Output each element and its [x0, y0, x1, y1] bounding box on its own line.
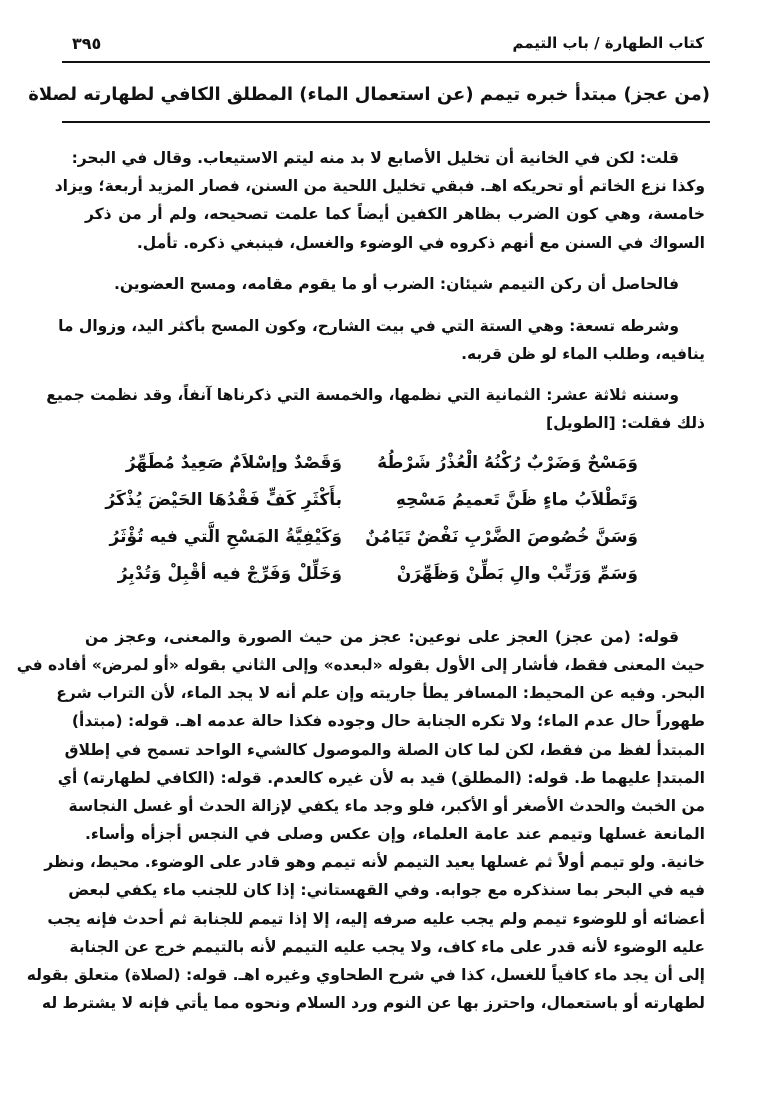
paragraph-line: خامسة، وهي كون الضرب بظاهر الكفين أيضاً كما علمت تصحيحه، ولم أر من ذكر — [85, 205, 705, 223]
commentary-line: البحر. وفيه عن المحيط: المسافر يطأ جاريته وإن علم أنه لا يجد الماء، لأن التراب شرع — [56, 684, 705, 703]
matn-text: (من عجز) مبتدأ خبره تيمم (عن استعمال الماء) المطلق الكافي لطهارته لصلاة — [28, 84, 710, 105]
commentary-line: قوله: (من عجز) العجز على نوعين: عجز من حيث الصورة والمعنى، وعجز من — [85, 628, 679, 646]
poem-hemistich-right: وَمَسْحٌ وَضَرْبٌ رُكْنُهُ الْعُذْرُ شَرْطُهُ — [377, 453, 638, 473]
running-header: كتاب الطهارة / باب التيمم — [512, 34, 704, 52]
poem-hemistich-left: وَكَيْفِيَّةُ المَسْحِ الَّتي فيه تُؤْثَرُ — [109, 527, 342, 547]
page-number: ٣٩٥ — [72, 34, 102, 53]
commentary-line: حيث المعنى فقط، فأشار إلى الأول بقوله «لبعده» وإلى الثاني بقوله «أو لمرض» أفاده في — [16, 656, 705, 675]
commentary-line: لطهارته أو باستعمال، واحترز بها عن النوم ورد السلام ونحوه مما يأتي فإنه لا يشترط له — [41, 993, 705, 1012]
commentary-line: من الخبث والحدث الأصغر أو الأكبر، فلو وجد ماء يكفي لإزالة الحدث أو غسل النجاسة — [68, 796, 705, 815]
commentary-line: إلى أن يجد ماء كافياً للغسل، كذا في شرح الطحاوي وغيره اهـ. قوله: (لصلاة) متعلق بقوله — [26, 965, 705, 984]
paragraph-line: ذلك فقلت: [الطويل] — [545, 414, 705, 432]
poem-hemistich-right: وَسَنَّ خُصُوصَ الضَّرْبِ نَفْضٌ تَيَامُنٌ — [365, 527, 638, 547]
poem-hemistich-right: وَتَطْلاَبُ ماءٍ ظَنَّ تَعميمُ مَسْحِهِ — [395, 490, 638, 510]
commentary-line: فيه في البحر بما سنذكره مع جوابه. وفي القهستاني: إذا كان للجنب ماء يكفي لبعض — [68, 881, 705, 900]
header-rule — [62, 61, 710, 63]
commentary-line: المانعة غسلها وتيمم عند عامة العلماء، وإن عكس وصلى في النجس أجزأه وأساء. — [85, 825, 705, 844]
commentary-line: خانية. ولو تيمم أولاً ثم غسلها يعيد التيمم لأنه تيمم وهو قادر على الوضوء. محيط، ونظر — [44, 853, 705, 872]
poem-hemistich-left: وَقَصْدٌ وإسْلاَمٌ صَعِيدٌ مُطَهِّرُ — [125, 453, 342, 473]
matn-rule — [62, 121, 710, 123]
commentary-line: المبتدأ لفظ من فقط، لكن لما كان الصلة والموصول كالشيء الواحد تسمح في إطلاق — [64, 740, 705, 759]
commentary-line: طهوراً حال عدم الماء؛ ولا تكره الجنابة حال وجوده فكذا حالة عدمه اهـ. قوله: (مبتدأ) — [71, 712, 705, 731]
poem-hemistich-left: وَخَلِّلْ وَفَرِّجْ فيه أقْبِلْ وَتُدْبِرُ — [117, 564, 342, 584]
paragraph-line: ينافيه، وطلب الماء لو ظن قربه. — [461, 345, 705, 363]
paragraph-line: فالحاصل أن ركن التيمم شيئان: الضرب أو ما يقوم مقامه، ومسح العضوين. — [113, 275, 679, 293]
commentary-line: المبتدإ عليهما ط. قوله: (المطلق) قيد به لأن غيره كالعدم. قوله: (الكافي لطهارته) أي — [57, 768, 705, 787]
commentary-line: أعضائه أو للوضوء تيمم ولم يجب عليه صرفه إليه، إلا إذا تيمم للجنابة ثم أحدث فإنه يجب — [47, 909, 705, 928]
paragraph-line: وسننه ثلاثة عشر: الثمانية التي نظمها، والخمسة التي ذكرناها آنفاً، وقد نظمت جميع — [46, 386, 679, 404]
poem-hemistich-right: وَسَمِّ وَرَتِّبْ والِ بَطِّنْ وَظَهِّرَنْ — [396, 564, 638, 584]
paragraph-line: وشرطه تسعة: وهي الستة التي في بيت الشارح، وكون المسح بأكثر اليد، وزوال ما — [58, 317, 679, 335]
paragraph-line: وكذا نزع الخاتم أو تحريكه اهـ. فبقي تخليل اللحية من السنن، فصار المزيد أربعة؛ ويزاد — [54, 177, 705, 195]
paragraph-line: قلت: لكن في الخانية أن تخليل الأصابع لا بد منه ليتم الاستيعاب. وقال في البحر: — [71, 149, 679, 167]
poem-hemistich-left: بأَكْثَرِ كَفٍّ فَقْدُهَا الحَيْضَ يُذْكَرُ — [105, 490, 342, 510]
paragraph-line: السواك في السنن مع أنهم ذكروه في الوضوء والغسل، فينبغي ذكره. تأمل. — [136, 234, 705, 252]
commentary-line: عليه الوضوء لأنه قدر على ماء كاف، ولا يجب عليه التيمم لأنه بالتيمم خرج عن الجنابة — [69, 937, 705, 956]
